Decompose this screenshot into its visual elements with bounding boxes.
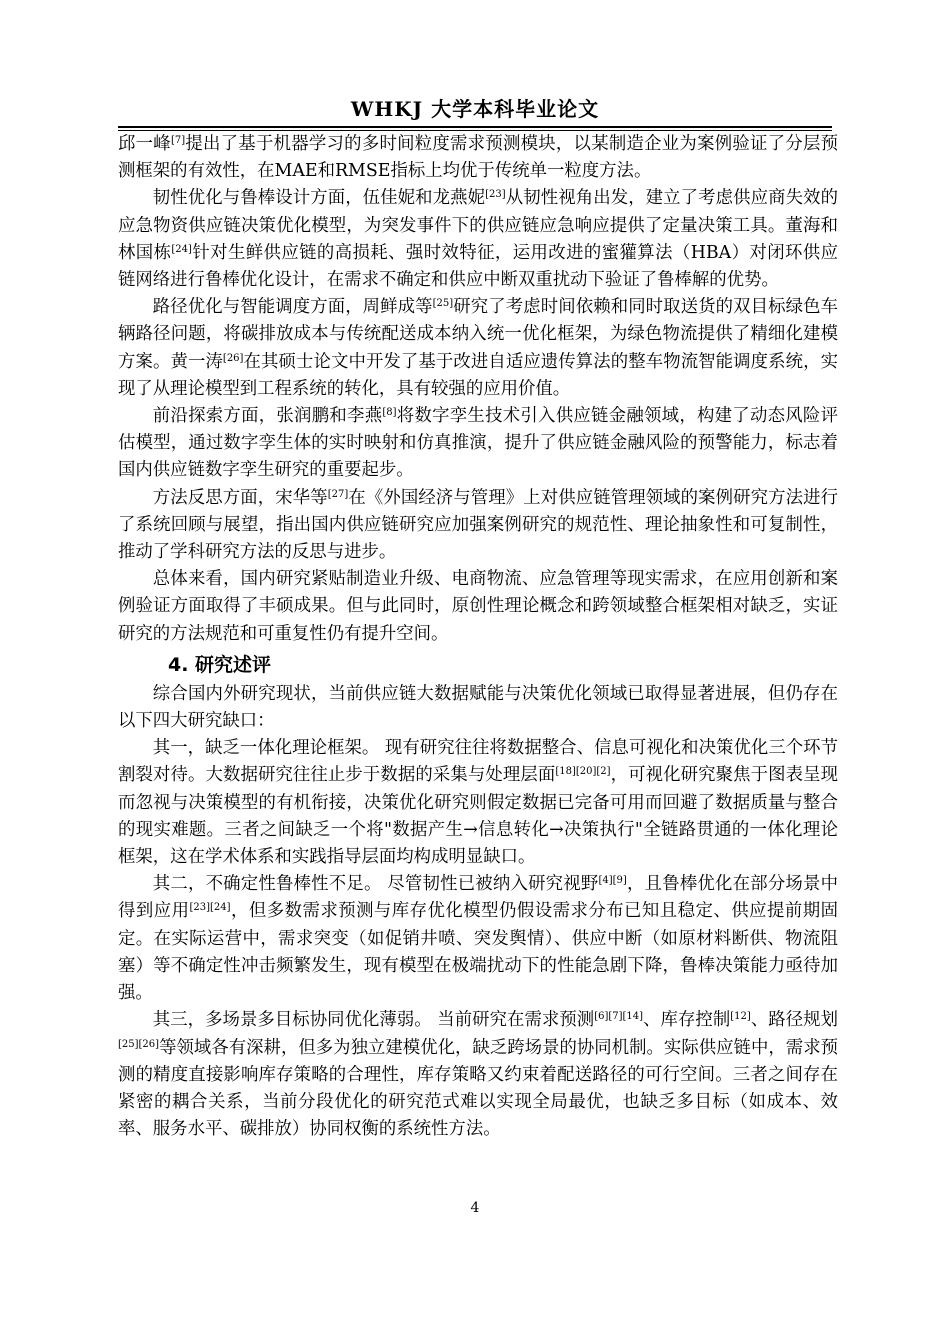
text-run: 综合国内外研究现状，当前供应链大数据赋能与决策优化领域已取得显著进展，但仍存在以下四大研究缺口： [118, 683, 838, 732]
paragraph [118, 131, 838, 185]
citation-ref: [18][20][2] [555, 766, 611, 778]
paragraph [118, 681, 838, 735]
paragraph-group-review [118, 681, 838, 1143]
paragraph [118, 294, 838, 403]
citation-ref: [27] [327, 488, 349, 500]
citation-ref: [7] [170, 135, 186, 146]
citation-ref: [25] [432, 298, 454, 310]
citation-ref: [23][24] [189, 902, 231, 914]
paragraph [118, 735, 838, 871]
text-run: 等领域各有深耕，但多为独立建模优化，缺乏跨场景的协同机制。实际供应链中，需求预测的精度直接影响库存策略的合理性，库存策略又约束着配送路径的可行空间。三者之间存在紧密的耦合关系，当前分段优化的研究范式难以实现全局最优，也缺乏多目标（如成本、效率、服务水平、碳排放）协同权衡的系统性方法。 [118, 1037, 838, 1140]
text-run: 将数字孪生技术引入供应链金融领域，构建了动态风险评估模型，通过数字孪生体的实时映射和仿真推演，提升了供应链金融风险的预警能力，标志着国内供应链数字孪生研究的重要起步。 [118, 406, 838, 481]
running-header: WHKJ 大学本科毕业论文 [350, 97, 600, 121]
text-run: 邱一峰 [118, 134, 171, 154]
paragraph [118, 1007, 838, 1143]
citation-ref: [4][9] [598, 875, 627, 887]
text-run: 在《外国经济与管理》上对供应链管理领域的案例研究方法进行了系统回顾与展望，指出国内供应链研究应加强案例研究的规范性、理论抽象性和可复制性，推动了学科研究方法的反思与进步。 [118, 487, 838, 563]
citation-ref: [8] [382, 407, 397, 419]
text-run: 针对生鲜供应链的高损耗、强时效特征，运用改进的蜜獾算法（HBA）对闭环供应链网络进行鲁棒优化设计，在需求不确定和供应中断双重扰动下验证了鲁棒解的优势。 [118, 242, 838, 291]
paragraph-group-domestic [118, 131, 838, 648]
section-heading: 4. 研究述评 [168, 653, 272, 676]
text-run: 从韧性视角出发，建立了考虑供应商失效的应急物资供应链决策优化模型，为突发事件下的供应链应急响应提供了定量决策工具。董海和林国栋 [118, 188, 838, 263]
citation-ref: [23] [485, 189, 506, 201]
text-run: 韧性优化与鲁棒设计方面，伍佳妮和龙燕妮 [152, 188, 486, 209]
citation-ref: [12] [730, 1011, 751, 1023]
citation-ref: [25][26] [118, 1038, 160, 1050]
text-run: 提出了基于机器学习的多时间粒度需求预测模块，以某制造企业为案例验证了分层预测框架的有效性，在MAE和RMSE指标上均优于传统单一粒度方法。 [118, 134, 838, 182]
body-text [118, 131, 838, 1143]
text-run: 方法反思方面，宋华等 [152, 487, 328, 508]
text-run: 前沿探索方面，张润鹏和李燕 [152, 406, 383, 427]
citation-ref: [24] [171, 243, 192, 255]
paragraph [118, 185, 838, 294]
paragraph [118, 871, 838, 1007]
paragraph [118, 485, 838, 567]
text-run: 总体来看，国内研究紧贴制造业升级、电商物流、应急管理等现实需求，在应用创新和案例验证方面取得了丰硕成果。但与此同时，原创性理论概念和跨领域整合框架相对缺乏，实证研究的方法规范和可重复性仍有提升空间。 [118, 569, 838, 644]
citation-ref: [6][7][14] [594, 1011, 644, 1023]
citation-ref: [26] [222, 352, 244, 364]
text-run: 、库存控制 [643, 1010, 731, 1031]
text-run: 研究了考虑时间依赖和同时取送货的双目标绿色车辆路径问题，将碳排放成本与传统配送成本纳入统一优化框架，为绿色物流提供了精细化建模方案。黄一涛 [118, 297, 838, 372]
text-run: 、路径规划 [750, 1010, 838, 1031]
text-run: 在其硕士论文中开发了基于改进自适应遗传算法的整车物流智能调度系统，实现了从理论模型到工程系统的转化，具有较强的应用价值。 [118, 351, 838, 399]
paragraph [118, 566, 838, 648]
text-run: 其一，缺乏一体化理论框架。 现有研究往往将数据整合、信息可视化和决策优化三个环节割裂对待。大数据研究往往止步于数据的采集与处理层面 [118, 738, 838, 786]
page-number: 4 [470, 1200, 480, 1216]
text-run: ，但多数需求预测与库存优化模型仍假设需求分布已知且稳定、供应提前期固定。在实际运营中，需求突变（如促销井喷、突发舆情）、供应中断（如原材料断供、物流阻塞）等不确定性冲击频繁发生，现有模型在极端扰动下的性能急剧下降，鲁棒决策能力亟待加强。 [118, 901, 838, 1004]
text-run: 路径优化与智能调度方面，周鲜成等 [152, 297, 433, 318]
text-run: ，可视化研究聚焦于图表呈现而忽视与决策模型的有机衔接，决策优化研究则假定数据已完备可用而回避了数据质量与整合的现实难题。三者之间缺乏一个将"数据产生→信息转化→决策执行"全链路贯通的一体化理论框架，这在学术体系和实践指导层面均构成明显缺口。 [118, 765, 838, 868]
text-run: 其三，多场景多目标协同优化薄弱。 当前研究在需求预测 [152, 1010, 595, 1031]
text-run: ，且鲁棒优化在部分场景中得到应用 [118, 874, 838, 922]
paragraph [118, 403, 838, 485]
text-run: 其二，不确定性鲁棒性不足。 尽管韧性已被纳入研究视野 [152, 874, 599, 895]
